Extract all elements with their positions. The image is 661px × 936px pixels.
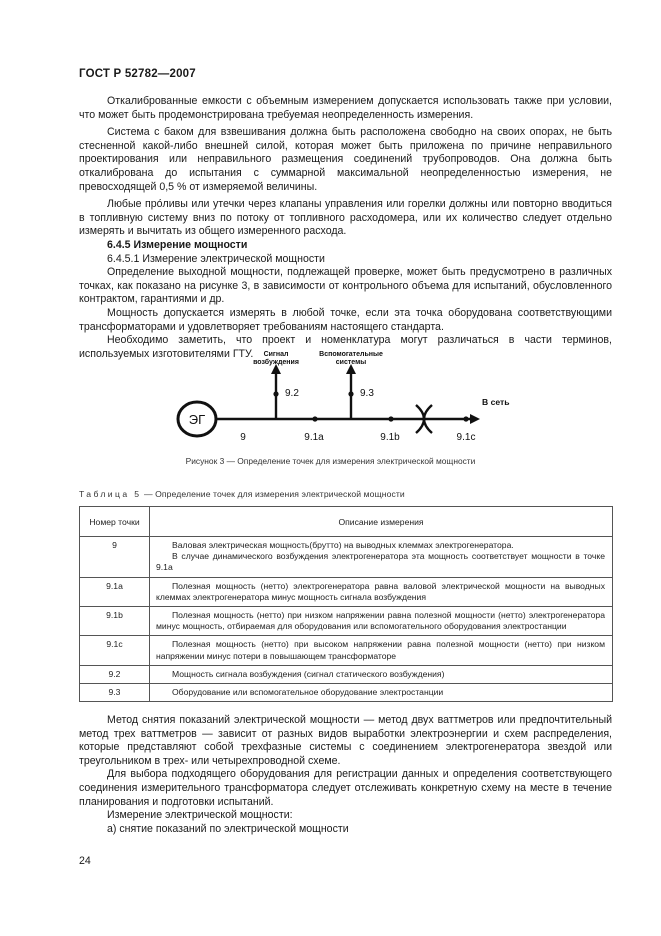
row-number: 9.1b [80,607,150,636]
row-number: 9.3 [80,684,150,702]
paragraph: Система с баком для взвешивания должна быть расположена свободно на своих опорах, не быть стесненной какой-либо внешней силой, которая может быть приложена по причине неправильного проектирования или неправильного размещения соединений трубопроводов. Она должна быть откалибрована до испытания с суммарной максимальной неопределенностью измерения, не превосходящей 0,5 % от измеряемой величины. [79,126,612,193]
point-label-9-1c: 9.1c [456,432,476,443]
row-number: 9.2 [80,665,150,683]
table-title-rest: — Определение точек для измерения электрической мощности [141,489,405,499]
paragraph: Определение выходной мощности, подлежащей проверке, может быть предусмотрено в различных точках, как показано на рисунке 3, в зависимости от контрольного объема для испытаний, обусловленного контрактом, гарантиями и др. [79,266,612,306]
to-grid-label: В сеть [482,397,510,407]
table-row [80,636,613,665]
aux-label-line1: Вспомогательные [319,351,383,358]
description-line: Валовая электрическая мощность(брутто) на выводных клеммах электрогенератора. [172,540,514,550]
table-header-row [80,507,613,537]
measure-point-9-1c [463,416,468,421]
row-description [150,577,613,606]
description-line: Мощность сигнала возбуждения (сигнал статического возбуждения) [172,668,445,679]
section-heading: 6.4.5 Измерение мощности [107,238,248,251]
measure-point-9-1b [388,416,393,421]
point-label-9-1a: 9.1a [304,432,324,443]
document-header: ГОСТ Р 52782—2007 [79,68,196,80]
list-item: а) снятие показаний по электрической мощности [107,822,349,835]
table-row [80,577,613,606]
power-measurement-diagram [170,345,510,445]
paragraph: Для выбора подходящего оборудования для регистрации данных и определения соответствующего соединения измерительного трансформатора следует отслеживать конкретную схему на месте в течение планирования и подготовки испытаний. [79,768,612,808]
measure-point-9-2 [273,391,278,396]
point-label-9-2: 9.2 [285,388,299,399]
row-number: 9 [80,537,150,578]
top-text-block [79,95,612,361]
point-label-9-3: 9.3 [360,388,374,399]
description-line: Полезная мощность (нетто) при низком напряжении равна полезной мощности (нетто) электрогенератора минус мощность, отбираемая для оборудования или вспомогательного оборудования электростанции [156,610,605,632]
paragraph: Необходимо заметить, что проект и номенклатура могут различаться в части терминов, используемых изготовителями ГТУ. [79,334,612,360]
row-description [150,665,613,683]
measure-point-9-1a [312,416,317,421]
table-title-prefix: Таблица 5 [79,489,142,499]
arrow-to-grid [470,414,480,424]
measurement-points-table [79,506,613,702]
point-label-9: 9 [240,432,246,443]
paragraph: Метод снятия показаний электрической мощности — метод двух ваттметров или предпочтительный метод трех ваттметров — зависит от разных видов выработки электроэнергии и схем распределения, которые представляют собой трехфазные системы с соединением электрогенератора звездой или треугольником в трех- или четырехпроводной схеме. [79,714,612,767]
page-number: 24 [79,855,91,867]
row-description [150,684,613,702]
table-title [79,489,405,499]
paragraph: Любые про́ливы или утечки через клапаны управления или горелки должны или повторно вводиться в топливную систему вниз по потоку от топливного расходомера, или их количество следует отдельно измерять и вычитать из общего измеренного расхода. [79,198,612,238]
excitation-label-line1: Сигнал [263,351,289,358]
row-description [150,537,613,578]
table-row [80,665,613,683]
paragraph: Мощность допускается измерять в любой точке, если эта точка оборудована соответствующими трансформаторами и удовлетворяет требованиям настоящего стандарта. [79,306,612,333]
subsection-heading: 6.4.5.1 Измерение электрической мощности [107,252,325,265]
generator-label: ЭГ [188,412,206,427]
excitation-label-line2: возбуждения [253,359,299,366]
col-header-description: Описание измерения [150,507,613,537]
row-description [150,607,613,636]
table-row [80,684,613,702]
measure-point-9-3 [348,391,353,396]
description-line: Полезная мощность (нетто) при высоком напряжении равна полезной мощности (нетто) при низком напряжении минус потери в повышающем трансформаторе [156,639,605,661]
row-number: 9.1а [80,577,150,606]
table-row [80,537,613,578]
description-line: В случае динамического возбуждения электрогенератора эта мощность соответствует мощности в точке 9.1а [156,551,605,573]
paragraph: Измерение электрической мощности: [107,809,293,822]
aux-label-line2: системы [335,359,367,366]
col-header-number: Номер точки [80,507,150,537]
description-line: Полезная мощность (нетто) электрогенератора равна валовой электрической мощности на выводных клеммах электрогенератора минус мощность сигнала возбуждения [156,580,605,602]
bottom-text-block [79,714,612,836]
description-line: Оборудование или вспомогательное оборудование электростанции [172,687,444,698]
row-description [150,636,613,665]
row-number: 9.1с [80,636,150,665]
point-label-9-1b: 9.1b [380,432,400,443]
paragraph: Откалиброванные емкости с объемным измерением допускается использовать также при условии, что может быть продемонстрирована требуемая неопределенность измерения. [79,95,612,121]
figure-caption: Рисунок 3 — Определение точек для измерения электрической мощности [185,456,476,466]
table-row [80,607,613,636]
